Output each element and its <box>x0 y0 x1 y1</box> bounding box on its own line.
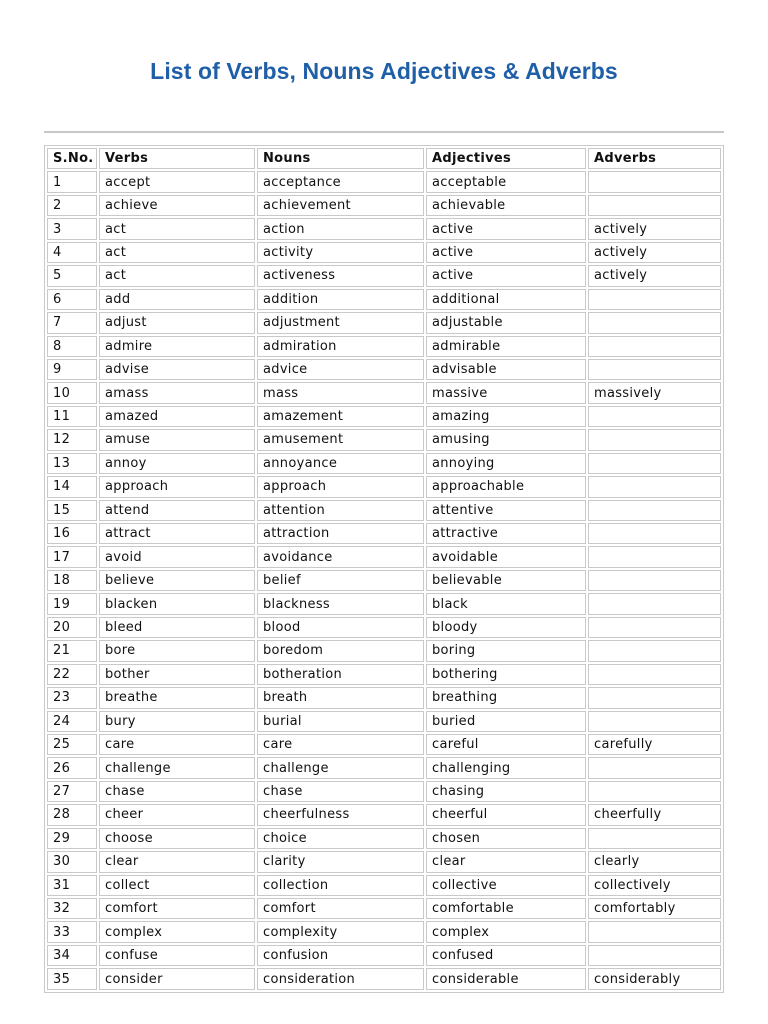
cell-adverb <box>588 359 721 380</box>
cell-sno: 17 <box>47 546 97 567</box>
cell-adjective: admirable <box>426 336 586 357</box>
cell-adverb: cheerfully <box>588 804 721 825</box>
cell-sno: 14 <box>47 476 97 497</box>
cell-sno: 1 <box>47 171 97 192</box>
cell-adjective: adjustable <box>426 312 586 333</box>
cell-adjective: black <box>426 593 586 614</box>
cell-verb: bury <box>99 711 255 732</box>
cell-sno: 35 <box>47 968 97 989</box>
cell-sno: 21 <box>47 640 97 661</box>
cell-adjective: cheerful <box>426 804 586 825</box>
cell-noun: burial <box>257 711 424 732</box>
cell-adjective: acceptable <box>426 171 586 192</box>
cell-sno: 29 <box>47 828 97 849</box>
cell-adjective: bloody <box>426 617 586 638</box>
table-row <box>47 781 721 802</box>
cell-noun: advice <box>257 359 424 380</box>
table-row <box>47 711 721 732</box>
cell-noun: action <box>257 218 424 239</box>
table-row <box>47 429 721 450</box>
cell-adjective: clear <box>426 851 586 872</box>
cell-adjective: buried <box>426 711 586 732</box>
cell-adverb <box>588 617 721 638</box>
table-row <box>47 218 721 239</box>
cell-noun: acceptance <box>257 171 424 192</box>
table-row <box>47 546 721 567</box>
cell-adjective: active <box>426 265 586 286</box>
cell-adverb <box>588 289 721 310</box>
cell-noun: mass <box>257 382 424 403</box>
table-row <box>47 195 721 216</box>
cell-noun: comfort <box>257 898 424 919</box>
cell-noun: addition <box>257 289 424 310</box>
cell-sno: 25 <box>47 734 97 755</box>
cell-verb: challenge <box>99 757 255 778</box>
cell-noun: chase <box>257 781 424 802</box>
cell-sno: 5 <box>47 265 97 286</box>
table-row <box>47 336 721 357</box>
cell-adjective: chosen <box>426 828 586 849</box>
cell-adverb <box>588 171 721 192</box>
cell-adverb <box>588 640 721 661</box>
cell-verb: amass <box>99 382 255 403</box>
cell-sno: 26 <box>47 757 97 778</box>
table-row <box>47 617 721 638</box>
cell-adverb <box>588 664 721 685</box>
cell-sno: 19 <box>47 593 97 614</box>
cell-verb: approach <box>99 476 255 497</box>
cell-noun: attraction <box>257 523 424 544</box>
cell-verb: blacken <box>99 593 255 614</box>
cell-adverb <box>588 429 721 450</box>
cell-adjective: careful <box>426 734 586 755</box>
table-row <box>47 687 721 708</box>
cell-verb: collect <box>99 875 255 896</box>
cell-sno: 30 <box>47 851 97 872</box>
table-row <box>47 382 721 403</box>
cell-adjective: additional <box>426 289 586 310</box>
cell-sno: 11 <box>47 406 97 427</box>
cell-adverb <box>588 195 721 216</box>
cell-sno: 6 <box>47 289 97 310</box>
table-row <box>47 406 721 427</box>
cell-adverb <box>588 757 721 778</box>
table-row <box>47 757 721 778</box>
cell-sno: 31 <box>47 875 97 896</box>
cell-verb: act <box>99 242 255 263</box>
cell-noun: annoyance <box>257 453 424 474</box>
table-row <box>47 945 721 966</box>
cell-verb: advise <box>99 359 255 380</box>
cell-sno: 8 <box>47 336 97 357</box>
table-row <box>47 265 721 286</box>
cell-noun: complexity <box>257 921 424 942</box>
cell-sno: 34 <box>47 945 97 966</box>
cell-noun: attention <box>257 500 424 521</box>
cell-noun: approach <box>257 476 424 497</box>
cell-adjective: annoying <box>426 453 586 474</box>
cell-noun: amazement <box>257 406 424 427</box>
cell-adverb <box>588 687 721 708</box>
cell-verb: cheer <box>99 804 255 825</box>
cell-noun: belief <box>257 570 424 591</box>
cell-sno: 18 <box>47 570 97 591</box>
cell-adverb: carefully <box>588 734 721 755</box>
cell-noun: collection <box>257 875 424 896</box>
cell-adjective: boring <box>426 640 586 661</box>
table-row <box>47 453 721 474</box>
cell-sno: 23 <box>47 687 97 708</box>
cell-noun: avoidance <box>257 546 424 567</box>
cell-verb: bore <box>99 640 255 661</box>
cell-verb: act <box>99 218 255 239</box>
cell-adverb <box>588 570 721 591</box>
cell-noun: challenge <box>257 757 424 778</box>
table-row <box>47 875 721 896</box>
table-row <box>47 898 721 919</box>
cell-verb: chase <box>99 781 255 802</box>
cell-adverb <box>588 781 721 802</box>
table-row <box>47 242 721 263</box>
table-row <box>47 828 721 849</box>
cell-adverb <box>588 312 721 333</box>
cell-noun: choice <box>257 828 424 849</box>
cell-noun: care <box>257 734 424 755</box>
cell-noun: confusion <box>257 945 424 966</box>
cell-adjective: advisable <box>426 359 586 380</box>
table-row <box>47 968 721 989</box>
header-verbs: Verbs <box>99 148 255 169</box>
cell-sno: 33 <box>47 921 97 942</box>
cell-verb: confuse <box>99 945 255 966</box>
cell-adjective: amusing <box>426 429 586 450</box>
cell-adverb <box>588 336 721 357</box>
cell-sno: 22 <box>47 664 97 685</box>
cell-verb: add <box>99 289 255 310</box>
cell-verb: breathe <box>99 687 255 708</box>
cell-verb: avoid <box>99 546 255 567</box>
table-row <box>47 734 721 755</box>
cell-adjective: bothering <box>426 664 586 685</box>
cell-adverb <box>588 500 721 521</box>
cell-sno: 24 <box>47 711 97 732</box>
cell-verb: consider <box>99 968 255 989</box>
cell-adverb: clearly <box>588 851 721 872</box>
cell-adverb <box>588 476 721 497</box>
cell-noun: admiration <box>257 336 424 357</box>
cell-adverb <box>588 593 721 614</box>
header-nouns: Nouns <box>257 148 424 169</box>
cell-adverb <box>588 711 721 732</box>
header-adverbs: Adverbs <box>588 148 721 169</box>
cell-verb: amuse <box>99 429 255 450</box>
cell-verb: accept <box>99 171 255 192</box>
cell-adverb: massively <box>588 382 721 403</box>
cell-adverb: collectively <box>588 875 721 896</box>
cell-adverb: considerably <box>588 968 721 989</box>
cell-adjective: amazing <box>426 406 586 427</box>
table-row <box>47 312 721 333</box>
cell-verb: adjust <box>99 312 255 333</box>
table-row <box>47 851 721 872</box>
cell-adjective: approachable <box>426 476 586 497</box>
table-row <box>47 570 721 591</box>
cell-verb: annoy <box>99 453 255 474</box>
cell-adverb: actively <box>588 265 721 286</box>
cell-verb: bleed <box>99 617 255 638</box>
cell-noun: adjustment <box>257 312 424 333</box>
cell-noun: boredom <box>257 640 424 661</box>
cell-noun: amusement <box>257 429 424 450</box>
cell-adjective: active <box>426 242 586 263</box>
cell-adjective: avoidable <box>426 546 586 567</box>
cell-adverb: actively <box>588 218 721 239</box>
cell-adverb <box>588 945 721 966</box>
cell-verb: attend <box>99 500 255 521</box>
cell-sno: 3 <box>47 218 97 239</box>
cell-sno: 12 <box>47 429 97 450</box>
cell-noun: activity <box>257 242 424 263</box>
cell-noun: cheerfulness <box>257 804 424 825</box>
cell-verb: attract <box>99 523 255 544</box>
cell-sno: 9 <box>47 359 97 380</box>
cell-noun: consideration <box>257 968 424 989</box>
cell-sno: 15 <box>47 500 97 521</box>
cell-adjective: challenging <box>426 757 586 778</box>
cell-adjective: confused <box>426 945 586 966</box>
cell-adjective: believable <box>426 570 586 591</box>
cell-verb: act <box>99 265 255 286</box>
cell-sno: 13 <box>47 453 97 474</box>
cell-verb: choose <box>99 828 255 849</box>
cell-noun: botheration <box>257 664 424 685</box>
cell-noun: blood <box>257 617 424 638</box>
cell-verb: comfort <box>99 898 255 919</box>
header-sno: S.No. <box>47 148 97 169</box>
cell-adjective: active <box>426 218 586 239</box>
cell-adverb <box>588 406 721 427</box>
header-adjectives: Adjectives <box>426 148 586 169</box>
cell-sno: 20 <box>47 617 97 638</box>
table-row <box>47 640 721 661</box>
table-row <box>47 664 721 685</box>
table-row <box>47 289 721 310</box>
table-row <box>47 476 721 497</box>
cell-verb: achieve <box>99 195 255 216</box>
cell-sno: 10 <box>47 382 97 403</box>
cell-adjective: breathing <box>426 687 586 708</box>
cell-verb: admire <box>99 336 255 357</box>
cell-noun: achievement <box>257 195 424 216</box>
cell-verb: care <box>99 734 255 755</box>
cell-sno: 4 <box>47 242 97 263</box>
cell-sno: 16 <box>47 523 97 544</box>
cell-noun: activeness <box>257 265 424 286</box>
cell-adjective: considerable <box>426 968 586 989</box>
table-row <box>47 359 721 380</box>
table-row <box>47 921 721 942</box>
cell-sno: 2 <box>47 195 97 216</box>
cell-verb: believe <box>99 570 255 591</box>
cell-verb: amazed <box>99 406 255 427</box>
cell-verb: complex <box>99 921 255 942</box>
table-body <box>47 171 721 989</box>
word-forms-table <box>44 145 724 993</box>
cell-adverb <box>588 828 721 849</box>
table-row <box>47 593 721 614</box>
cell-adverb <box>588 546 721 567</box>
cell-adverb: actively <box>588 242 721 263</box>
cell-adjective: chasing <box>426 781 586 802</box>
table-header-row <box>47 148 721 169</box>
title-divider <box>44 131 724 133</box>
cell-adjective: comfortable <box>426 898 586 919</box>
page-title: List of Verbs, Nouns Adjectives & Adverbs <box>150 58 618 84</box>
table-row <box>47 171 721 192</box>
cell-adjective: achievable <box>426 195 586 216</box>
cell-adjective: attentive <box>426 500 586 521</box>
cell-adjective: collective <box>426 875 586 896</box>
cell-sno: 7 <box>47 312 97 333</box>
table-row <box>47 500 721 521</box>
cell-adverb <box>588 523 721 544</box>
cell-sno: 27 <box>47 781 97 802</box>
cell-sno: 28 <box>47 804 97 825</box>
cell-adverb: comfortably <box>588 898 721 919</box>
cell-noun: blackness <box>257 593 424 614</box>
cell-adjective: massive <box>426 382 586 403</box>
cell-verb: clear <box>99 851 255 872</box>
table-row <box>47 523 721 544</box>
cell-noun: breath <box>257 687 424 708</box>
cell-verb: bother <box>99 664 255 685</box>
cell-adverb <box>588 921 721 942</box>
cell-adjective: attractive <box>426 523 586 544</box>
cell-adjective: complex <box>426 921 586 942</box>
cell-noun: clarity <box>257 851 424 872</box>
cell-adverb <box>588 453 721 474</box>
table-row <box>47 804 721 825</box>
cell-sno: 32 <box>47 898 97 919</box>
